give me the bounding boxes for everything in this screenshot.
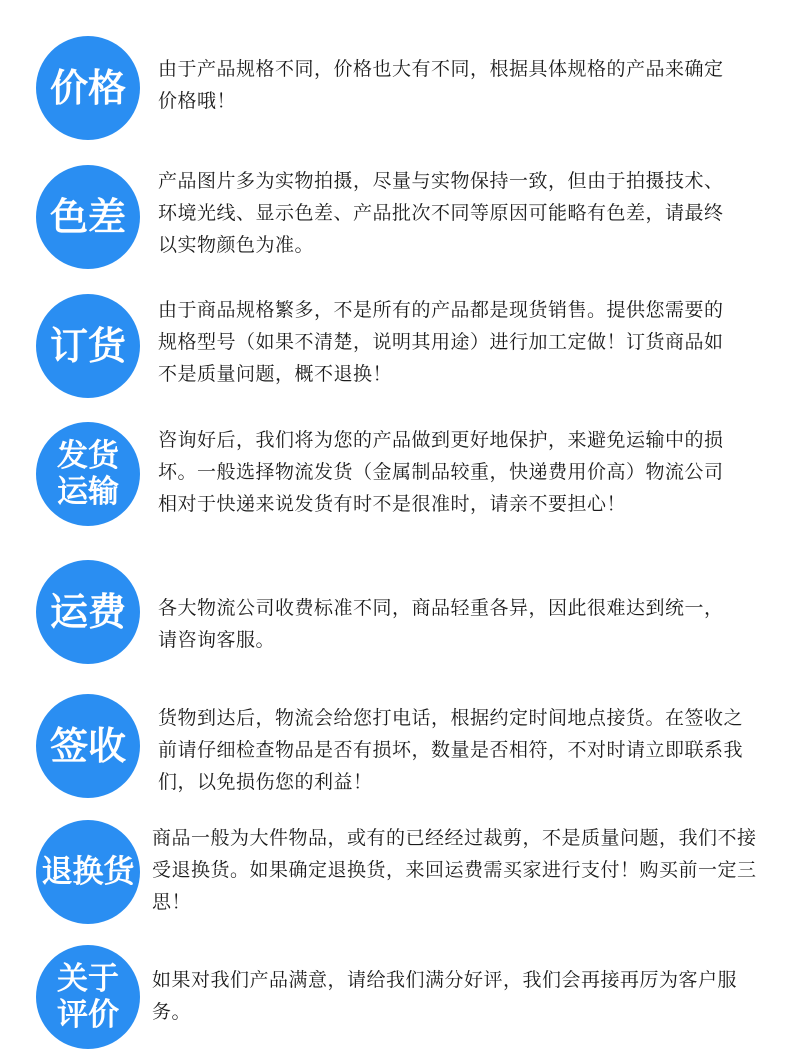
- section-text: 如果对我们产品满意，请给我们满分好评，我们会再接再厉为客户服务。: [152, 969, 738, 1023]
- section-text: 产品图片多为实物拍摄，尽量与实物保持一致，但由于拍摄技术、环境光线、显示色差、产品批次不同等原因可能略有色差，请最终以实物颜色为准。: [158, 170, 724, 256]
- badge-shipping: [36, 422, 140, 526]
- badge-label: 价格: [49, 66, 126, 110]
- badge-freight: [36, 560, 140, 664]
- section-text: 商品一般为大件物品，或有的已经经过裁剪，不是质量问题，我们不接受退换货。如果确定退换货，来回运费需买家进行支付！购买前一定三思！: [152, 827, 757, 913]
- badge-label-line1: 发货: [57, 438, 119, 474]
- badge-label-line2: 运输: [57, 474, 119, 510]
- badge-label: 订货: [49, 324, 126, 368]
- section-text: 货物到达后，物流会给您打电话，根据约定时间地点接货。在签收之前请仔细检查物品是否有损坏，数量是否相符，不对时请立即联系我们，以免损伤您的利益！: [158, 707, 744, 793]
- badge-label-line2: 评价: [57, 997, 119, 1033]
- section-text: 咨询好后，我们将为您的产品做到更好地保护，来避免运输中的损坏。一般选择物流发货（金属制品较重，快递费用价高）物流公司相对于快递来说发货有时不是很准时，请亲不要担心！: [158, 429, 724, 515]
- section-text: 各大物流公司收费标准不同，商品轻重各异，因此很难达到统一，请咨询客服。: [158, 597, 724, 651]
- badge-label: 签收: [49, 724, 126, 768]
- badge-price: [36, 36, 140, 140]
- section-text: 由于商品规格繁多，不是所有的产品都是现货销售。提供您需要的规格型号（如果不清楚，说明其用途）进行加工定做！订货商品如不是质量问题，概不退换！: [158, 299, 724, 385]
- badge-label: 色差: [49, 195, 126, 239]
- badge-label: 退换货: [41, 854, 135, 890]
- badge-color-difference: [36, 165, 140, 269]
- section-text: 由于产品规格不同，价格也大有不同，根据具体规格的产品来确定价格哦！: [158, 58, 724, 112]
- badge-returns: [36, 820, 140, 924]
- badge-label: 运费: [49, 590, 126, 634]
- badge-reviews: [36, 945, 140, 1049]
- badge-ordering: [36, 294, 140, 398]
- badge-label-line1: 关于: [57, 961, 119, 997]
- badge-receipt: [36, 694, 140, 798]
